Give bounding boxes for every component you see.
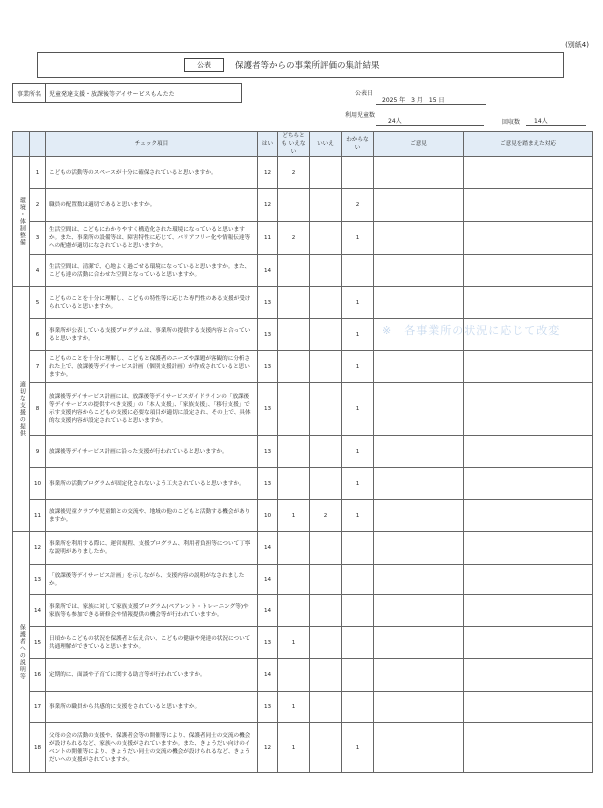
unknown-count <box>342 595 374 627</box>
check-item: 事業所を利用する際に、運営規程、支援プログラム、利用者負担等について丁寧な説明がありましたか。 <box>46 532 258 565</box>
yes-count: 10 <box>258 500 278 532</box>
row-number: 7 <box>30 351 46 383</box>
row-number: 1 <box>30 157 46 189</box>
neither-count: 1 <box>278 723 310 773</box>
unknown-count: 1 <box>342 383 374 436</box>
check-item: 職員の配置数は適切であると思いますか。 <box>46 189 258 222</box>
no-count <box>310 189 342 222</box>
check-item: 事業所の活動プログラムが固定化されないよう工夫されていると思いますか。 <box>46 468 258 500</box>
no-count <box>310 351 342 383</box>
yes-count: 13 <box>258 468 278 500</box>
no-count <box>310 222 342 255</box>
yes-count: 12 <box>258 723 278 773</box>
header-opinion: ご意見 <box>374 132 464 157</box>
opinion-cell <box>374 500 464 532</box>
no-count <box>310 436 342 468</box>
table-row <box>13 468 593 500</box>
yes-count: 14 <box>258 255 278 287</box>
public-badge: 公表 <box>184 58 224 72</box>
page-title: 保護者等からの事業所評価の集計結果 <box>235 61 380 71</box>
table-row <box>13 659 593 692</box>
unknown-count <box>342 255 374 287</box>
no-count <box>310 468 342 500</box>
opinion-cell <box>374 468 464 500</box>
yes-count: 13 <box>258 436 278 468</box>
yes-count: 13 <box>258 383 278 436</box>
table-row <box>13 723 593 773</box>
table-row <box>13 595 593 627</box>
yes-count: 14 <box>258 659 278 692</box>
response-cell <box>464 157 593 189</box>
check-item: こどものことを十分に理解し、こどもと保護者のニーズや課題が客観的に分析された上で、放課後等デイサービス計画（個別支援計画）が作成されていると思いますか。 <box>46 351 258 383</box>
row-number: 4 <box>30 255 46 287</box>
neither-count: 1 <box>278 500 310 532</box>
unknown-count: 1 <box>342 287 374 319</box>
table-row <box>13 436 593 468</box>
check-item: 事業所が公表している支援プログラムは、事業所の提供する支援内容と合っていると思いますか。 <box>46 319 258 351</box>
unknown-count: 1 <box>342 222 374 255</box>
office-label: 事業所名 <box>12 83 46 103</box>
response-cell <box>464 255 593 287</box>
response-cell <box>464 595 593 627</box>
table-row <box>13 532 593 565</box>
table-row <box>13 351 593 383</box>
check-item: 日頃からこどもの状況を保護者と伝え合い、こどもの健康や発達の状況について共通理解ができていると思いますか。 <box>46 627 258 659</box>
response-cell <box>464 659 593 692</box>
unknown-count <box>342 659 374 692</box>
check-item: 「放課後等デイサービス計画」を示しながら、支援内容の説明がなされましたか。 <box>46 565 258 595</box>
yes-count: 13 <box>258 287 278 319</box>
office-name: 児童発達支援・放課後等デイサービスもんたた <box>46 83 242 103</box>
yes-count: 13 <box>258 692 278 723</box>
header-response: ご意見を踏まえた対応 <box>464 132 593 157</box>
response-cell <box>464 222 593 255</box>
opinion-cell <box>374 383 464 436</box>
opinion-cell <box>374 436 464 468</box>
check-item: 事業所では、家族に対して家族支援プログラム(ペアレント・トレーニング等)や家族等も参加できる研修会や情報提供の機会等が行われていますか。 <box>46 595 258 627</box>
response-cell <box>464 627 593 659</box>
responses-count-label: 回収数 <box>502 119 521 126</box>
neither-count <box>278 351 310 383</box>
neither-count <box>278 436 310 468</box>
no-count <box>310 383 342 436</box>
evaluation-table <box>12 131 593 773</box>
row-number: 6 <box>30 319 46 351</box>
neither-count <box>278 565 310 595</box>
neither-count <box>278 255 310 287</box>
response-cell <box>464 351 593 383</box>
table-row <box>13 383 593 436</box>
row-number: 18 <box>30 723 46 773</box>
category-parents: 保護者への説明等 <box>18 624 26 681</box>
yes-count: 11 <box>258 222 278 255</box>
opinion-cell <box>374 255 464 287</box>
yes-count: 13 <box>258 319 278 351</box>
row-number: 8 <box>30 383 46 436</box>
unknown-count: 1 <box>342 436 374 468</box>
check-item: 放課後等デイサービス計画には、放課後等デイサービスガイドラインの「放課後等デイサービスの提供すべき支援」の「本人支援」、「家族支援」、「移行支援」で示す支援内容からこどもの支援に必要な項目が適切に設定され、その上で、具体的な支援内容が設定されていると思いますか。 <box>46 383 258 436</box>
check-item: 放課後児童クラブや児童館との交流や、地域の他のこどもと活動する機会がありますか。 <box>46 500 258 532</box>
unknown-count: 1 <box>342 500 374 532</box>
yes-count: 14 <box>258 565 278 595</box>
yes-count: 12 <box>258 157 278 189</box>
unknown-count <box>342 627 374 659</box>
users-count: 24人 <box>376 116 484 126</box>
neither-count: 2 <box>278 157 310 189</box>
no-count <box>310 255 342 287</box>
yes-count: 12 <box>258 189 278 222</box>
title-box <box>37 52 564 78</box>
check-item: 放課後等デイサービス計画に沿った支援が行われていると思いますか。 <box>46 436 258 468</box>
opinion-cell <box>374 532 464 565</box>
neither-count <box>278 189 310 222</box>
opinion-cell <box>374 351 464 383</box>
neither-count <box>278 383 310 436</box>
opinion-cell <box>374 287 464 319</box>
yes-count: 13 <box>258 351 278 383</box>
table-row <box>13 565 593 595</box>
neither-count <box>278 319 310 351</box>
neither-count <box>278 287 310 319</box>
opinion-cell <box>374 222 464 255</box>
row-number: 5 <box>30 287 46 319</box>
users-count-label: 利用児童数 <box>345 112 376 119</box>
neither-count: 1 <box>278 692 310 723</box>
row-number: 3 <box>30 222 46 255</box>
unknown-count <box>342 157 374 189</box>
unknown-count <box>342 532 374 565</box>
table-row <box>13 189 593 222</box>
table-row <box>13 157 593 189</box>
response-cell <box>464 723 593 773</box>
row-number: 14 <box>30 595 46 627</box>
neither-count <box>278 595 310 627</box>
yes-count: 14 <box>258 532 278 565</box>
table-header-row <box>13 132 593 157</box>
opinion-cell <box>374 189 464 222</box>
row-number: 15 <box>30 627 46 659</box>
neither-count: 2 <box>278 222 310 255</box>
no-count <box>310 532 342 565</box>
no-count <box>310 627 342 659</box>
category-support: 適切な支援の提供 <box>18 381 26 438</box>
header-no: いいえ <box>310 132 342 157</box>
no-count <box>310 157 342 189</box>
unknown-count: 1 <box>342 468 374 500</box>
response-cell <box>464 189 593 222</box>
response-cell <box>464 565 593 595</box>
row-number: 16 <box>30 659 46 692</box>
neither-count <box>278 659 310 692</box>
no-count <box>310 595 342 627</box>
table-row <box>13 627 593 659</box>
response-cell <box>464 436 593 468</box>
unknown-count <box>342 565 374 595</box>
category-cell <box>13 532 30 773</box>
category-environment: 環境・体制整備 <box>18 197 26 247</box>
publish-date-label: 公表日 <box>355 90 374 97</box>
publish-date: 2025 年 3 月 15 日 <box>376 95 486 105</box>
watermark-note: ※ 各事業所の状況に応じて改変 <box>382 324 561 337</box>
table-row <box>13 222 593 255</box>
unknown-count <box>342 692 374 723</box>
header-unknown: わからない <box>342 132 374 157</box>
opinion-cell <box>374 692 464 723</box>
response-cell <box>464 383 593 436</box>
yes-count: 14 <box>258 595 278 627</box>
table-row <box>13 500 593 532</box>
check-item: こどもの活動等のスペースが十分に確保されていると思いますか。 <box>46 157 258 189</box>
response-cell <box>464 500 593 532</box>
row-number: 10 <box>30 468 46 500</box>
no-count <box>310 319 342 351</box>
unknown-count: 2 <box>342 189 374 222</box>
header-yes: はい <box>258 132 278 157</box>
response-cell <box>464 287 593 319</box>
neither-count <box>278 468 310 500</box>
check-item: 定期的に、面談や子育てに関する助言等が行われていますか。 <box>46 659 258 692</box>
category-cell <box>13 157 30 287</box>
check-item: 父母の会の活動の支援や、保護者会等の開催等により、保護者同士の交流の機会が設けられるなど、家族への支援がされていますか。また、きょうだい向けのイベントの開催等により、きょうだい同士の交流の機会が設けられるなど、きょうだいへの支援がされていますか。 <box>46 723 258 773</box>
header-blank <box>13 132 30 157</box>
unknown-count: 1 <box>342 723 374 773</box>
row-number: 2 <box>30 189 46 222</box>
check-item: 生活空間は、こどもにわかりやすく構造化された環境になっていると思いますか。また、事業所の設備等は、障害特性に応じて、バリアフリー化や情報伝達等への配慮が適切になされていると思いますか。 <box>46 222 258 255</box>
table-row <box>13 287 593 319</box>
response-cell <box>464 532 593 565</box>
check-item: 生活空間は、清潔で、心地よく過ごせる環境になっていると思いますか。また、こども達の活動に合わせた空間となっていると思いますか。 <box>46 255 258 287</box>
table-row <box>13 692 593 723</box>
row-number: 17 <box>30 692 46 723</box>
opinion-cell <box>374 659 464 692</box>
yes-count: 13 <box>258 627 278 659</box>
no-count <box>310 692 342 723</box>
opinion-cell <box>374 723 464 773</box>
response-cell <box>464 468 593 500</box>
response-cell <box>464 692 593 723</box>
opinion-cell <box>374 565 464 595</box>
responses-count: 14人 <box>526 116 586 126</box>
neither-count: 1 <box>278 627 310 659</box>
header-blank <box>30 132 46 157</box>
row-number: 9 <box>30 436 46 468</box>
row-number: 12 <box>30 532 46 565</box>
neither-count <box>278 532 310 565</box>
header-check-item: チェック項目 <box>46 132 258 157</box>
check-item: 事業所の職員から共感的に支援をされていると思いますか。 <box>46 692 258 723</box>
category-cell <box>13 287 30 532</box>
no-count <box>310 565 342 595</box>
opinion-cell <box>374 595 464 627</box>
opinion-cell <box>374 627 464 659</box>
table-row <box>13 255 593 287</box>
no-count <box>310 659 342 692</box>
page-label: (別紙4) <box>565 41 589 49</box>
unknown-count: 1 <box>342 319 374 351</box>
header-neither: どちらとも いえない <box>278 132 310 157</box>
row-number: 13 <box>30 565 46 595</box>
unknown-count: 1 <box>342 351 374 383</box>
no-count: 2 <box>310 500 342 532</box>
opinion-cell <box>374 157 464 189</box>
no-count <box>310 723 342 773</box>
row-number: 11 <box>30 500 46 532</box>
no-count <box>310 287 342 319</box>
check-item: こどものことを十分に理解し、こどもの特性等に応じた専門性のある支援が受けられていると思いますか。 <box>46 287 258 319</box>
